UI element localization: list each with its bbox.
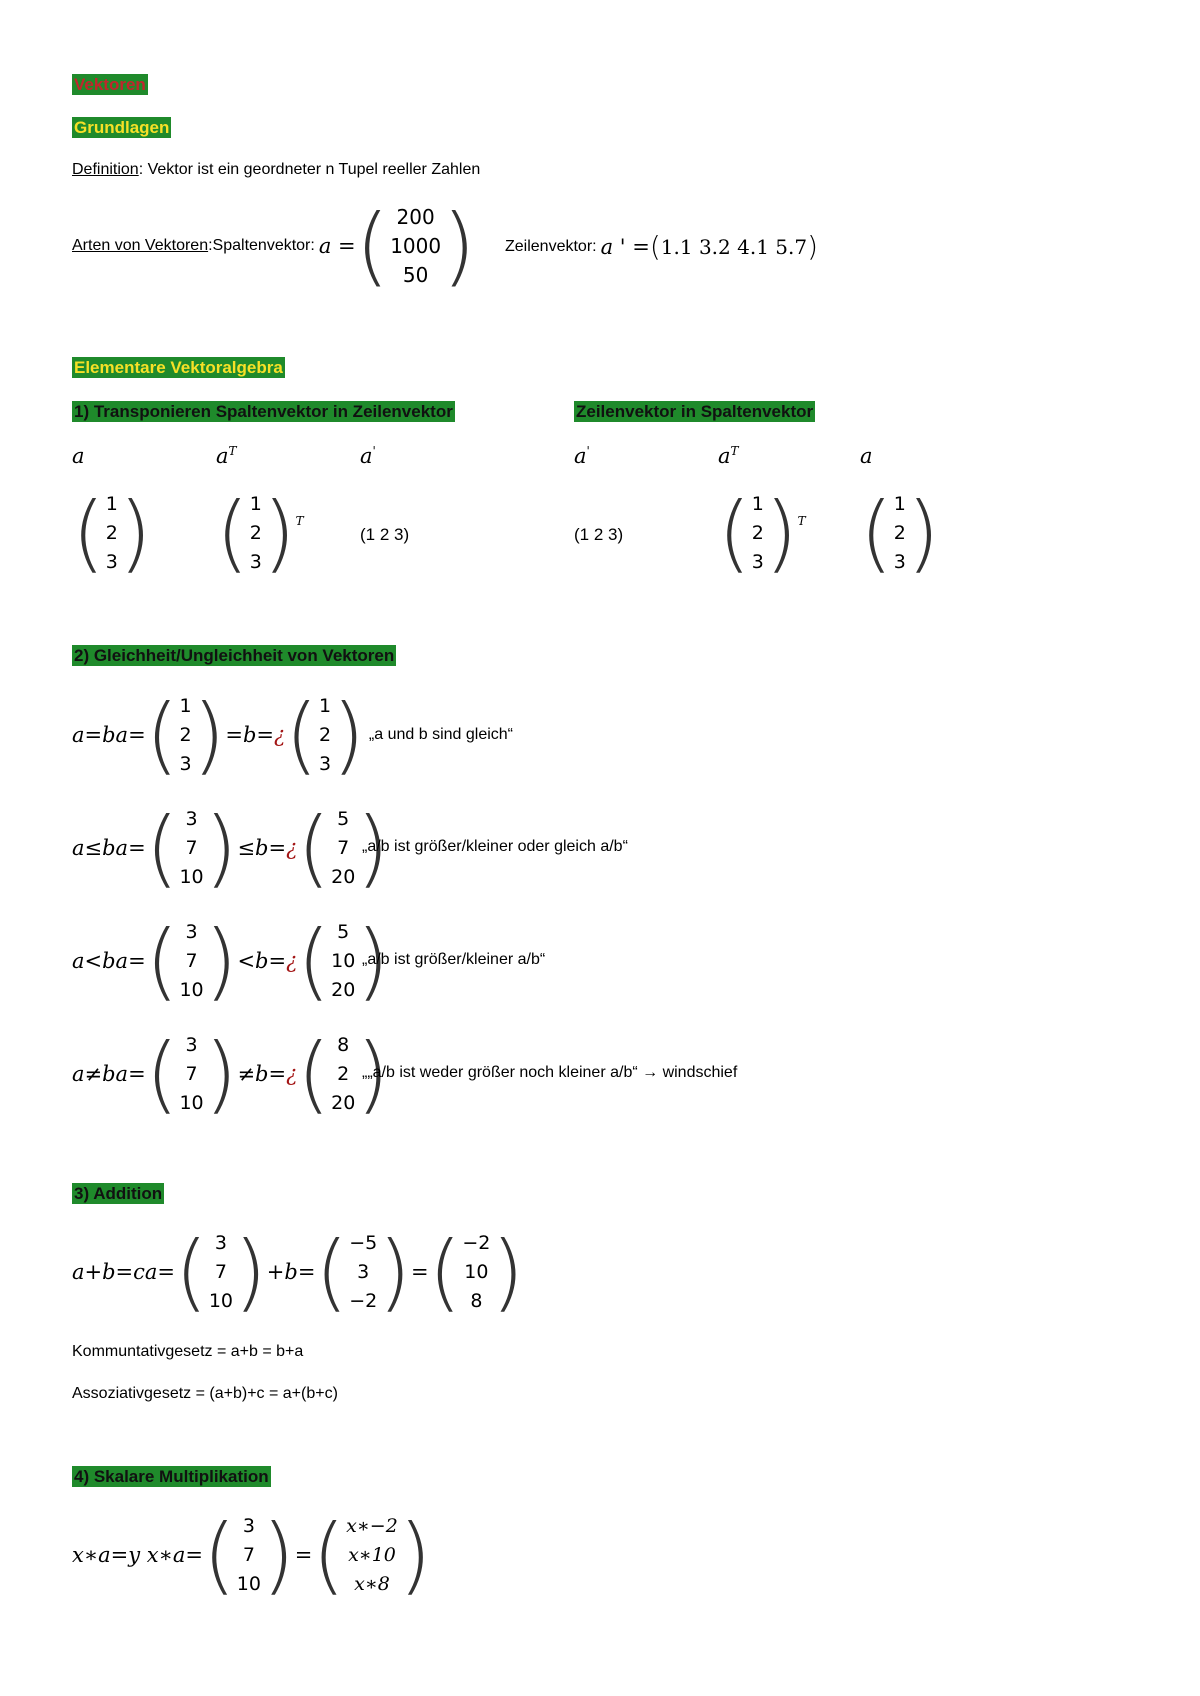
col-label-aprime-right: a' xyxy=(574,444,590,468)
transpose-vector-a-right: ( 1 2 3 ) xyxy=(860,484,940,582)
col-label-at: $a^T$ xyxy=(216,444,237,468)
transpose-vector-at: ( 1 2 3 ) $^T$ xyxy=(216,484,304,582)
arten-label: Arten von Vektoren xyxy=(72,237,209,254)
transpose-row-vector-right: (1 2 3) xyxy=(574,525,624,544)
col-label-at-right: $a^T$ xyxy=(718,444,739,468)
zeilenvektor-label: Zeilenvektor: xyxy=(505,237,597,255)
transpose-heading-right: Zeilenvektor in Spaltenvektor xyxy=(576,402,814,421)
section-grundlagen: Grundlagen xyxy=(74,118,170,137)
spaltenvektor-label: Spaltenvektor: xyxy=(212,237,315,254)
transpose-vector-a: ( 1 2 3 ) xyxy=(72,484,152,582)
equality-ne-desc: „„a/b ist weder größer noch kleiner a/b“ → windschief xyxy=(362,1064,738,1081)
zeilenvektor-lhs: a ' = xyxy=(600,234,650,259)
transpose-row-vector: (1 2 3) xyxy=(360,525,410,544)
equality-eq-row: a=ba= ( 1 2 3 ) =b= ¿ ( 1 2 3 ) „a und b sind gleich“ xyxy=(72,686,513,784)
zeilenvektor-values: 1.1 3.2 4.1 5.7 xyxy=(660,234,808,259)
equality-ne-row: a≠ba= ( 3 7 10 ) ≠b= ¿ ( 8 2 20 ) xyxy=(72,1025,390,1123)
transpose-heading-left: 1) Transponieren Spaltenvektor in Zeilenvektor xyxy=(74,402,453,421)
definition-text: Vektor ist ein geordneter n Tupel reeller Zahlen xyxy=(143,161,481,178)
zeilenvektor-line: Zeilenvektor: a ' = ( 1.1 3.2 4.1 5.7 ) xyxy=(505,230,819,263)
col-label-a: a xyxy=(72,444,85,468)
spaltenvektor-matrix: ( 200 1000 50 ) xyxy=(355,196,476,296)
arten-line: Arten von Vektoren : Spaltenvektor: a = ( 200 1000 50 ) xyxy=(72,196,476,296)
equality-lt-row: a<ba= ( 3 7 10 ) <b= ¿ ( 5 10 20 ) xyxy=(72,912,390,1010)
equality-eq-desc: „a und b sind gleich“ xyxy=(368,726,513,743)
skalar-heading: 4) Skalare Multiplikation xyxy=(74,1467,269,1486)
page-title: Vektoren xyxy=(74,75,146,94)
equality-le-row: a≤ba= ( 3 7 10 ) ≤b= ¿ ( 5 7 20 ) xyxy=(72,799,390,897)
kommutativgesetz: Kommuntativgesetz = a+b = b+a xyxy=(72,1343,304,1360)
section-elementar: Elementare Vektoralgebra xyxy=(74,358,283,377)
definition-label: Definition xyxy=(72,161,139,178)
equality-lt-desc: „a/b ist größer/kleiner a/b“ xyxy=(362,951,546,968)
addition-row: a+b=ca= ( 3 7 10 ) +b= ( −5 3 −2 ) = ( −2 10 8 ) xyxy=(72,1223,525,1321)
spaltenvektor-lhs: a = xyxy=(318,234,356,258)
col-label-a-right: a xyxy=(860,444,873,468)
assoziativgesetz: Assoziativgesetz = (a+b)+c = a+(b+c) xyxy=(72,1385,338,1402)
transpose-vector-at-right: ( 1 2 3 ) $^T$ xyxy=(718,484,806,582)
definition-line: Definition: Vektor ist ein geordneter n Tupel reeller Zahlen xyxy=(72,161,481,178)
col-label-aprime: a' xyxy=(360,444,376,468)
skalar-row: x∗a=y x∗a= ( 3 7 10 ) = ( x∗−2 x∗10 x∗8 ) xyxy=(72,1506,432,1604)
equality-heading: 2) Gleichheit/Ungleichheit von Vektoren xyxy=(74,646,395,665)
addition-heading: 3) Addition xyxy=(74,1184,163,1203)
equality-le-desc: „a/b ist größer/kleiner oder gleich a/b“ xyxy=(362,838,628,855)
